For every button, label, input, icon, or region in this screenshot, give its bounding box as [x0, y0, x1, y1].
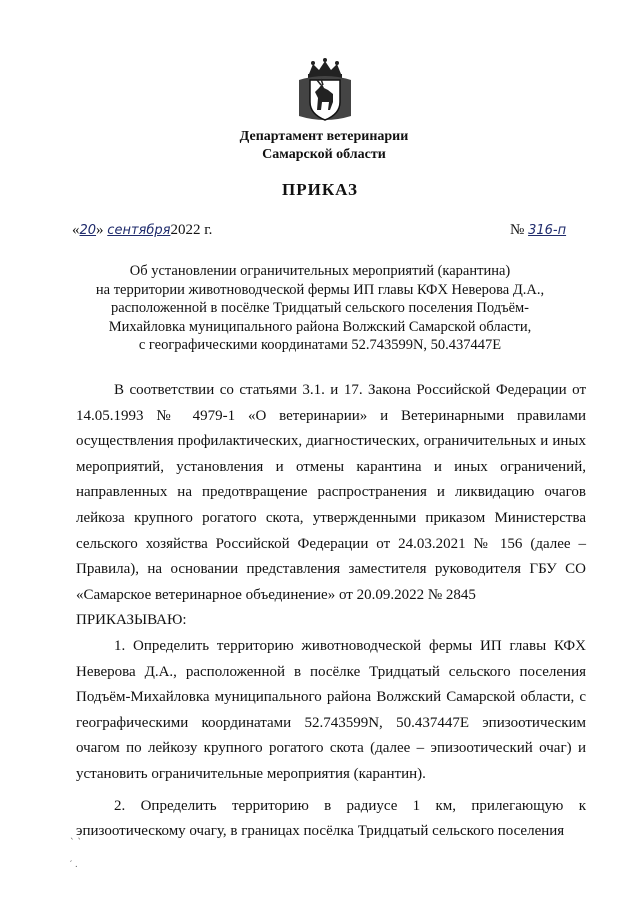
order-body	[76, 378, 586, 845]
department-region: Самарской области	[262, 147, 386, 162]
number-sign: №	[510, 222, 525, 238]
order-item-2: 2. Определить территорию в радиусе 1 км, прилегающую к эпизоотическому очагу, в границах посёлка Тридцатый сельского поселения	[76, 797, 586, 840]
intro-paragraph: В соответствии со статьями 3.1. и 17. Закона Российской Федерации от 14.05.1993 № 4979-1 «О ветеринарии» и Ветеринарными правилами осуществления профилактических, диагностических, ограничительных и иных мероприятий, установления и отмены карантина и иных ограничений, направленных на предотвращение распространения и ликвидацию очагов лейкоза крупного рогатого скота, утвержденными приказом Министерства сельского хозяйства Российской Федерации от 24.03.2021 № 156 (далее – Правила), на основании представления заместителя руководителя ГБУ СО «Самарское ветеринарное объединение» от 20.09.2022 № 2845	[76, 382, 586, 603]
subject-line: Об установлении ограничительных мероприятий (карантина)	[129, 263, 511, 279]
date-month-handwritten: сентября	[107, 223, 171, 238]
order-heading: ПРИКАЗ	[282, 180, 358, 199]
coat-of-arms-icon	[295, 58, 355, 124]
order-date	[72, 222, 212, 239]
date-open-quote: «	[72, 222, 80, 238]
subject-line: на территории животноводческой фермы ИП главы КФХ Неверова Д.А.,	[95, 281, 545, 298]
date-close-quote: »	[96, 222, 104, 238]
subject-line: расположенной в посёлке Тридцатый сельского поселения Подъём-	[110, 300, 530, 317]
department-name: Департамент ветеринарии	[239, 129, 409, 144]
order-number	[510, 222, 566, 239]
subject-line: с географическими координатами 52.743599N, 50.437447E	[138, 337, 502, 354]
date-day-handwritten: 20	[79, 223, 97, 238]
order-item-1: 1. Определить территорию животноводческой фермы ИП главы КФХ Неверова Д.А., расположенной в посёлке Тридцатый сельского поселения Подъём-Михайловка муниципального района Волжский Самарской области, с географическими координатами 52.743599N, 50.437447E эпизоотическим очагом по лейкозу крупного рогатого скота (далее – эпизоотический очаг) и установить ограничительные мероприятия (карантин).	[76, 637, 586, 782]
order-subject	[60, 262, 580, 355]
subject-line: Михайловка муниципального района Волжский Самарской области,	[108, 318, 532, 335]
scan-marks: ` ` ′ .	[70, 838, 82, 870]
date-year: 2022 г.	[170, 222, 213, 238]
order-directive: ПРИКАЗЫВАЮ:	[76, 612, 187, 629]
department-header	[0, 128, 640, 164]
number-value-handwritten: 316-п	[528, 223, 567, 238]
